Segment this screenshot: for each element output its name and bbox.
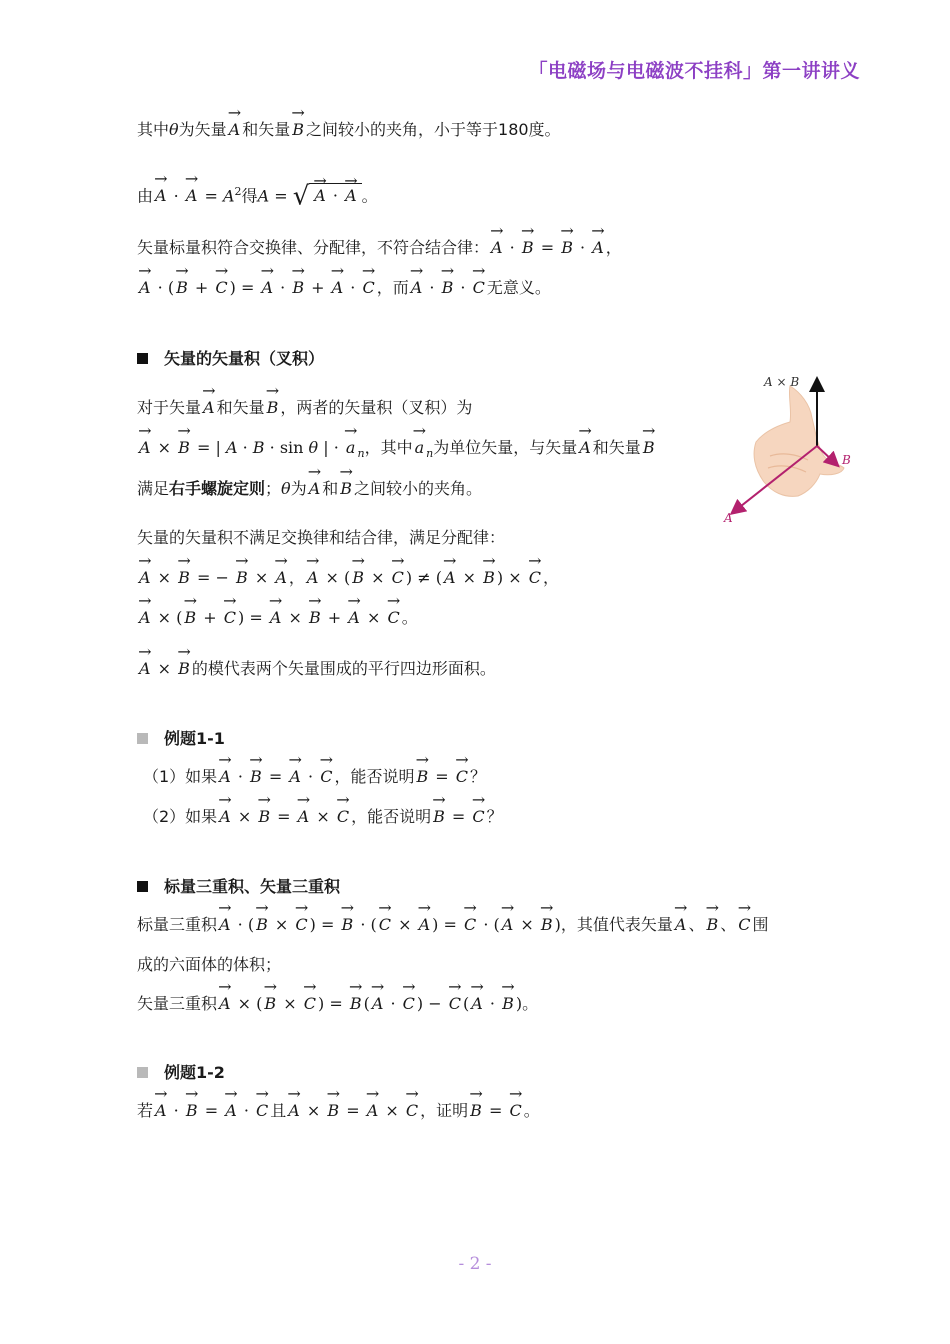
paragraph-cross-intro: 对于矢量 A → 和矢量 B → ，两者的矢量积（叉积）为 [137,396,472,420]
header-title: 「电磁场与电磁波不挂科」第一讲讲义 [528,60,860,82]
bullet-square-icon [137,353,148,364]
paragraph-cross-area: A → × B → 的模代表两个矢量围成的平行四边形面积。 [137,657,496,681]
hand-icon [754,386,844,496]
paragraph-dot-distributive: A → · ( B → + C → ) = A → · B → + A → · C → ，而 A → · B → · C → 无意义。 [137,276,551,300]
example-1-1-question-2: （2）如果 A → × B → = A → × C → ，能否说明 B → = C → ？ [143,805,503,829]
section-heading-example-1-2: 例题1-2 [137,1060,225,1083]
right-hand-rule-figure [712,364,862,534]
b-label: B [842,453,851,467]
formula-cross-distributive: A → × ( B → + C → ) = A → × B → + A → × C → 。 [137,606,418,630]
section-heading-example-1-1: 例题1-1 [137,726,225,749]
page-number: - 2 - [458,1254,492,1274]
bullet-square-icon [137,1067,148,1078]
section-heading-cross-product: 矢量的矢量积（叉积） [137,346,324,369]
paragraph-cross-laws: 矢量的矢量积不满足交换律和结合律，满足分配律： [137,528,506,547]
paragraph-dot-laws: 矢量标量积符合交换律、分配律，不符合结合律： A → · B → = B → · A → ， [137,236,622,260]
paragraph-cross-formula: A → × B → = | A · B · sin θ | · a → $_n$，其中 a → $_n$为单位矢量，与矢量 A → 和矢量 B → [137,436,657,466]
axb-label: A × B [764,375,800,389]
section-heading-triple-products: 标量三重积、矢量三重积 [137,874,340,897]
bullet-square-icon [137,733,148,744]
paragraph-magnitude: 由 A → · A → = $A^2$得A = √ A → · A → 。 [137,180,378,208]
paragraph-vector-triple: 矢量三重积 A → × ( B → × C → ) = B → ( A → · C → ) − C → ( A → · B → )。 [137,992,538,1016]
a-label: A [724,511,733,525]
paragraph-right-hand-rule: 满足右手螺旋定则；θ为 A → 和 B → 之间较小的夹角。 [137,477,482,501]
paragraph-scalar-triple: 标量三重积 A → · ( B → × C → ) = B → · ( C → × A → ) = C → · ( A → × B → )，其值代表矢量 A → 、 B → 、 C → 围 [137,913,769,937]
example-1-1-question-1: （1）如果 A → · B → = A → · C → ，能否说明 B → = C → ？ [143,765,486,789]
example-1-2-question: 若 A → · B → = A → · C → 且 A → × B → = A → × C → ，证明 B → = C → 。 [137,1099,540,1123]
bullet-square-icon [137,881,148,892]
paragraph-angle-definition: 其中θ为矢量 A → 和矢量 B → 之间较小的夹角，小于等于180度。 [137,118,561,142]
paragraph-scalar-triple-cont: 成的六面体的体积； [137,955,282,974]
formula-cross-anticommute: A → × B → = − B → × A → ， A → × ( B → × C → ) ≠ ( A → × B → ) × C → ， [137,566,559,590]
